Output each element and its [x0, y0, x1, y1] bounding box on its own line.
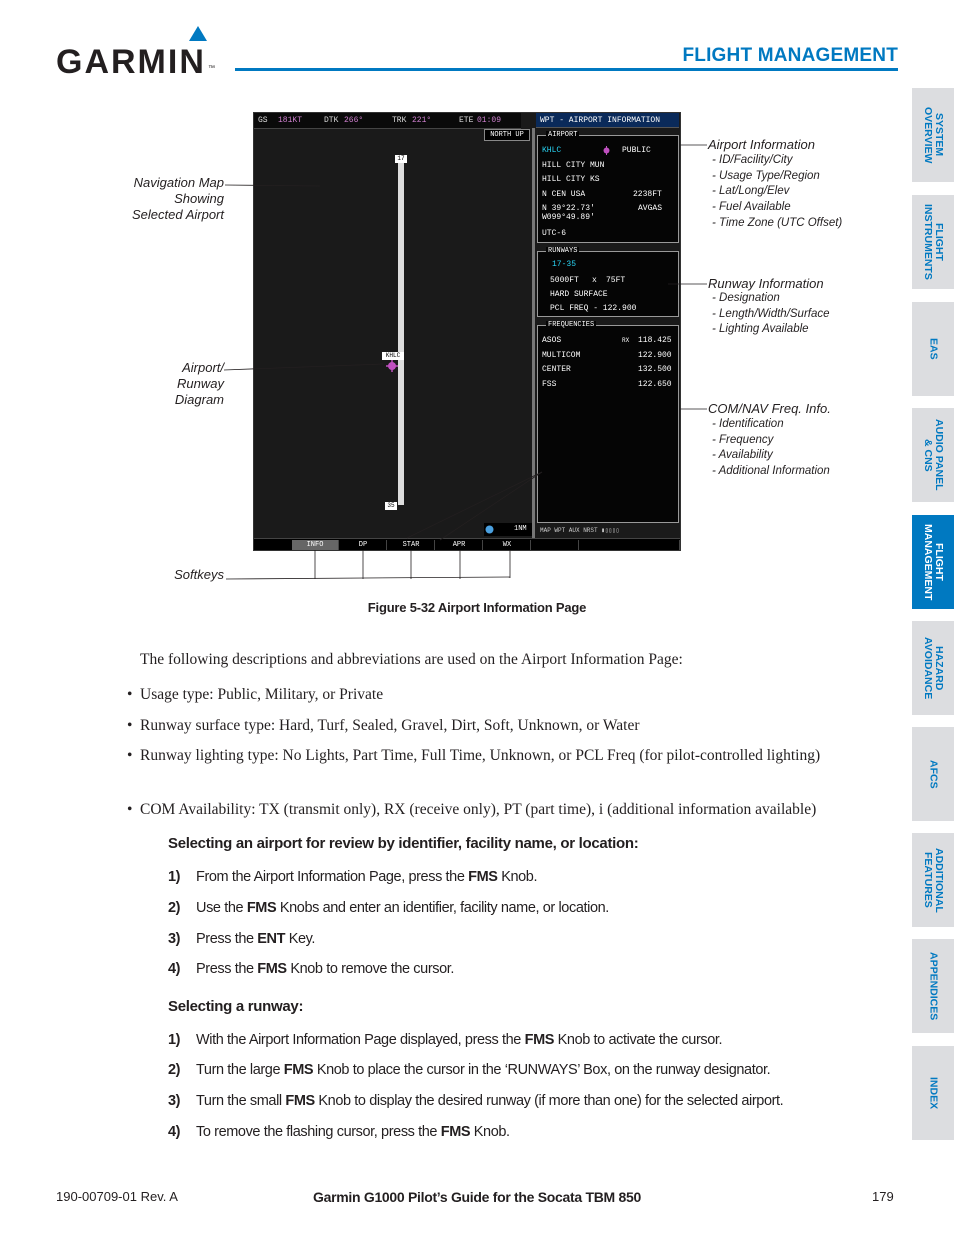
softkey-star[interactable]: STAR — [388, 540, 435, 550]
nav-status-bar — [254, 113, 521, 129]
header-rule — [235, 68, 898, 71]
airport-box-title: AIRPORT — [548, 131, 578, 139]
tab-label: HAZARD AVOIDANCE — [922, 636, 945, 700]
tab-label: EAS — [927, 338, 940, 360]
step-number: 3) — [168, 1093, 181, 1109]
figure-caption: Figure 5-32 Airport Information Page — [367, 600, 587, 615]
runways-box-title: RUNWAYS — [548, 247, 578, 255]
map-scale — [484, 523, 532, 536]
bullet-text: Usage type: Public, Military, or Private — [140, 686, 384, 703]
gs-label: GS — [258, 116, 268, 125]
freq-value[interactable]: 132.500 — [638, 365, 672, 374]
runway-length: 5000FT — [550, 276, 579, 285]
dtk-value: 266° — [344, 116, 364, 125]
tab-label: APPENDICES — [927, 951, 940, 1021]
tab-eas[interactable] — [912, 302, 954, 396]
tab-additional-features[interactable] — [912, 833, 954, 927]
softkey-wx[interactable]: WX — [484, 540, 531, 550]
tab-label: SYSTEM OVERVIEW — [922, 106, 945, 164]
airport-usage: PUBLIC — [622, 146, 651, 155]
map-range-icon — [485, 525, 494, 534]
airport-elevation: 2238FT — [633, 190, 662, 199]
airport-facility: HILL CITY MUN — [542, 161, 605, 170]
bullet-dot: • — [127, 717, 133, 734]
trademark-symbol: ™ — [208, 65, 215, 72]
footer-title: Garmin G1000 Pilot’s Guide for the Socata TBM 850 — [313, 1189, 641, 1205]
garmin-logo-triangle-icon — [189, 26, 207, 41]
bullet-text: Runway surface type: Hard, Turf, Sealed, Gravel, Dirt, Soft, Unknown, or Water — [140, 717, 640, 734]
callout-softkeys: Softkeys — [174, 567, 224, 582]
step-number: 1) — [168, 1032, 181, 1048]
softkey-dp[interactable]: DP — [340, 540, 387, 550]
runway-width: 75FT — [606, 276, 626, 285]
freq-name: MULTICOM — [542, 351, 581, 360]
freq-value[interactable]: 122.900 — [638, 351, 672, 360]
freq-name: ASOS — [542, 336, 562, 345]
airport-info-box — [537, 131, 679, 243]
section-title: FLIGHT MANAGEMENT — [682, 45, 898, 66]
step-number: 4) — [168, 961, 181, 977]
north-up-label: NORTH UP — [484, 129, 530, 141]
mfd-screenshot — [253, 112, 681, 551]
bullet-dot: • — [127, 747, 133, 764]
dtk-label: DTK — [324, 116, 339, 125]
tab-label: AFCS — [927, 759, 940, 789]
procedure-heading: Selecting an airport for review by identifier, facility name, or location: — [168, 835, 639, 852]
runway-lighting: PCL FREQ - 122.900 — [550, 304, 637, 313]
callout-freq-info-list — [712, 417, 830, 480]
callout-airport-info-list — [712, 153, 842, 232]
bullet-item — [127, 798, 872, 821]
tab-flight-instruments[interactable] — [912, 195, 954, 289]
bullet-item — [127, 714, 872, 737]
step-text: Press the ENT Key. — [196, 931, 316, 947]
tab-label: INDEX — [927, 1076, 940, 1110]
callout-airport-diagram: Airport/ Runway Diagram — [174, 360, 224, 407]
map-scale-value: 1NM — [514, 525, 527, 533]
ete-label: ETE — [459, 116, 474, 125]
callout-item: - Length/Width/Surface — [712, 307, 830, 320]
intro-paragraph: The following descriptions and abbreviations are used on the Airport Information Page: — [140, 651, 683, 668]
softkey-info[interactable]: INFO — [292, 540, 339, 550]
gs-value: 181KT — [278, 116, 303, 125]
tab-index[interactable] — [912, 1046, 954, 1140]
bullet-dot: • — [127, 686, 133, 703]
page-group-indicator: MAP WPT AUX NRST ▮▯▯▯▯ — [540, 527, 620, 534]
bullet-text: COM Availability: TX (transmit only), RX (receive only), PT (part time), i (additional information available) — [140, 801, 817, 818]
step-text: Turn the small FMS Knob to display the desired runway (if more than one) for the selected airport. — [196, 1093, 784, 1109]
airport-region: N CEN USA — [542, 190, 586, 199]
bullet-dot: • — [127, 801, 133, 818]
runway-17-label: 17 — [395, 155, 407, 163]
bullet-item — [127, 744, 872, 790]
softkey-8[interactable] — [580, 540, 680, 550]
callout-runway-info-list — [712, 291, 830, 338]
tab-label: AUDIO PANEL & CNS — [922, 419, 945, 491]
softkey-7[interactable] — [532, 540, 579, 550]
freq-name: CENTER — [542, 365, 571, 374]
tab-audio-panel-cns[interactable] — [912, 408, 954, 502]
freq-value[interactable]: 122.650 — [638, 380, 672, 389]
callout-item: - Additional Information — [712, 465, 830, 478]
bullet-text: Runway lighting type: No Lights, Part Time, Full Time, Unknown, or PCL Freq (for pilot-controlled lighting) — [140, 747, 821, 764]
footer-page-number: 179 — [872, 1189, 894, 1204]
tab-label: ADDITIONAL FEATURES — [922, 847, 945, 913]
step-text: From the Airport Information Page, press the FMS Knob. — [196, 869, 538, 885]
freq-availability: RX — [622, 337, 630, 344]
callout-item: - ID/Facility/City — [712, 154, 793, 166]
step-text: To remove the flashing cursor, press the FMS Knob. — [196, 1124, 510, 1140]
garmin-logo-text: GARMIN — [56, 43, 206, 81]
runway-dimension-x: x — [592, 276, 597, 285]
callout-airport-info: Airport Information — [708, 137, 815, 152]
callout-item: - Designation — [712, 292, 780, 304]
step-text: Use the FMS Knobs and enter an identifier, facility name, or location. — [196, 900, 609, 916]
callout-item: - Availability — [712, 449, 773, 462]
runways-box — [537, 247, 679, 317]
trk-label: TRK — [392, 116, 407, 125]
airport-usage-icon — [602, 146, 611, 155]
step-number: 1) — [168, 869, 181, 885]
frequencies-box-title: FREQUENCIES — [548, 321, 595, 329]
bullet-item — [127, 683, 872, 706]
footer-doc-number: 190-00709-01 Rev. A — [56, 1189, 178, 1204]
runway-designation[interactable]: 17-35 — [552, 260, 577, 269]
tab-afcs[interactable] — [912, 727, 954, 821]
callout-item: - Frequency — [712, 433, 774, 446]
softkey-apr[interactable]: APR — [436, 540, 483, 550]
runway-diagram — [398, 161, 404, 505]
tab-system-overview[interactable] — [912, 88, 954, 182]
airport-id[interactable]: KHLC — [542, 146, 562, 155]
tab-hazard-avoidance[interactable] — [912, 621, 954, 715]
callout-nav-map: Navigation Map Showing Selected Airport — [131, 175, 224, 222]
callout-item: - Time Zone (UTC Offset) — [712, 216, 843, 229]
ete-value: 01:09 — [477, 116, 502, 125]
step-text: With the Airport Information Page displayed, press the FMS Knob to activate the cursor. — [196, 1032, 723, 1048]
callout-item: - Identification — [712, 418, 784, 430]
freq-value[interactable]: 118.425 — [638, 336, 672, 345]
airport-city: HILL CITY KS — [542, 175, 600, 184]
trk-value: 221° — [412, 116, 432, 125]
callout-item: - Usage Type/Region — [712, 169, 820, 182]
airport-longitude: W099°49.89' — [542, 213, 595, 222]
step-number: 2) — [168, 1062, 181, 1078]
garmin-logo — [56, 26, 221, 81]
frequencies-box — [537, 321, 679, 523]
airport-fuel: AVGAS — [638, 204, 663, 213]
tab-label: FLIGHT MANAGEMENT — [922, 523, 945, 601]
step-number: 2) — [168, 900, 181, 916]
step-text: Press the FMS Knob to remove the cursor. — [196, 961, 455, 977]
map-divider — [532, 128, 535, 538]
callout-item: - Lighting Available — [712, 323, 809, 336]
airport-map-label: KHLC — [382, 352, 404, 360]
callout-item: - Lat/Long/Elev — [712, 185, 790, 198]
callout-runway-info: Runway Information — [708, 276, 824, 291]
softkey-bar — [254, 538, 680, 551]
step-number: 4) — [168, 1124, 181, 1140]
runway-35-label: 35 — [385, 502, 397, 510]
tab-flight-management[interactable] — [912, 515, 954, 609]
runway-surface: HARD SURFACE — [550, 290, 608, 299]
callout-freq-info: COM/NAV Freq. Info. — [708, 401, 831, 416]
tab-appendices[interactable] — [912, 939, 954, 1033]
callout-item: - Fuel Available — [712, 201, 791, 214]
tab-label: FLIGHT INSTRUMENTS — [922, 204, 945, 280]
freq-name: FSS — [542, 380, 557, 389]
page-name: WPT - AIRPORT INFORMATION — [536, 113, 679, 128]
airport-timezone: UTC-6 — [542, 229, 567, 238]
airport-symbol-icon — [386, 360, 398, 372]
airport-latitude: N 39°22.73' — [542, 204, 595, 213]
step-number: 3) — [168, 931, 181, 947]
procedure-heading: Selecting a runway: — [168, 998, 304, 1015]
step-text: Turn the large FMS Knob to place the cursor in the ‘RUNWAYS’ Box, on the runway designator. — [196, 1062, 771, 1078]
